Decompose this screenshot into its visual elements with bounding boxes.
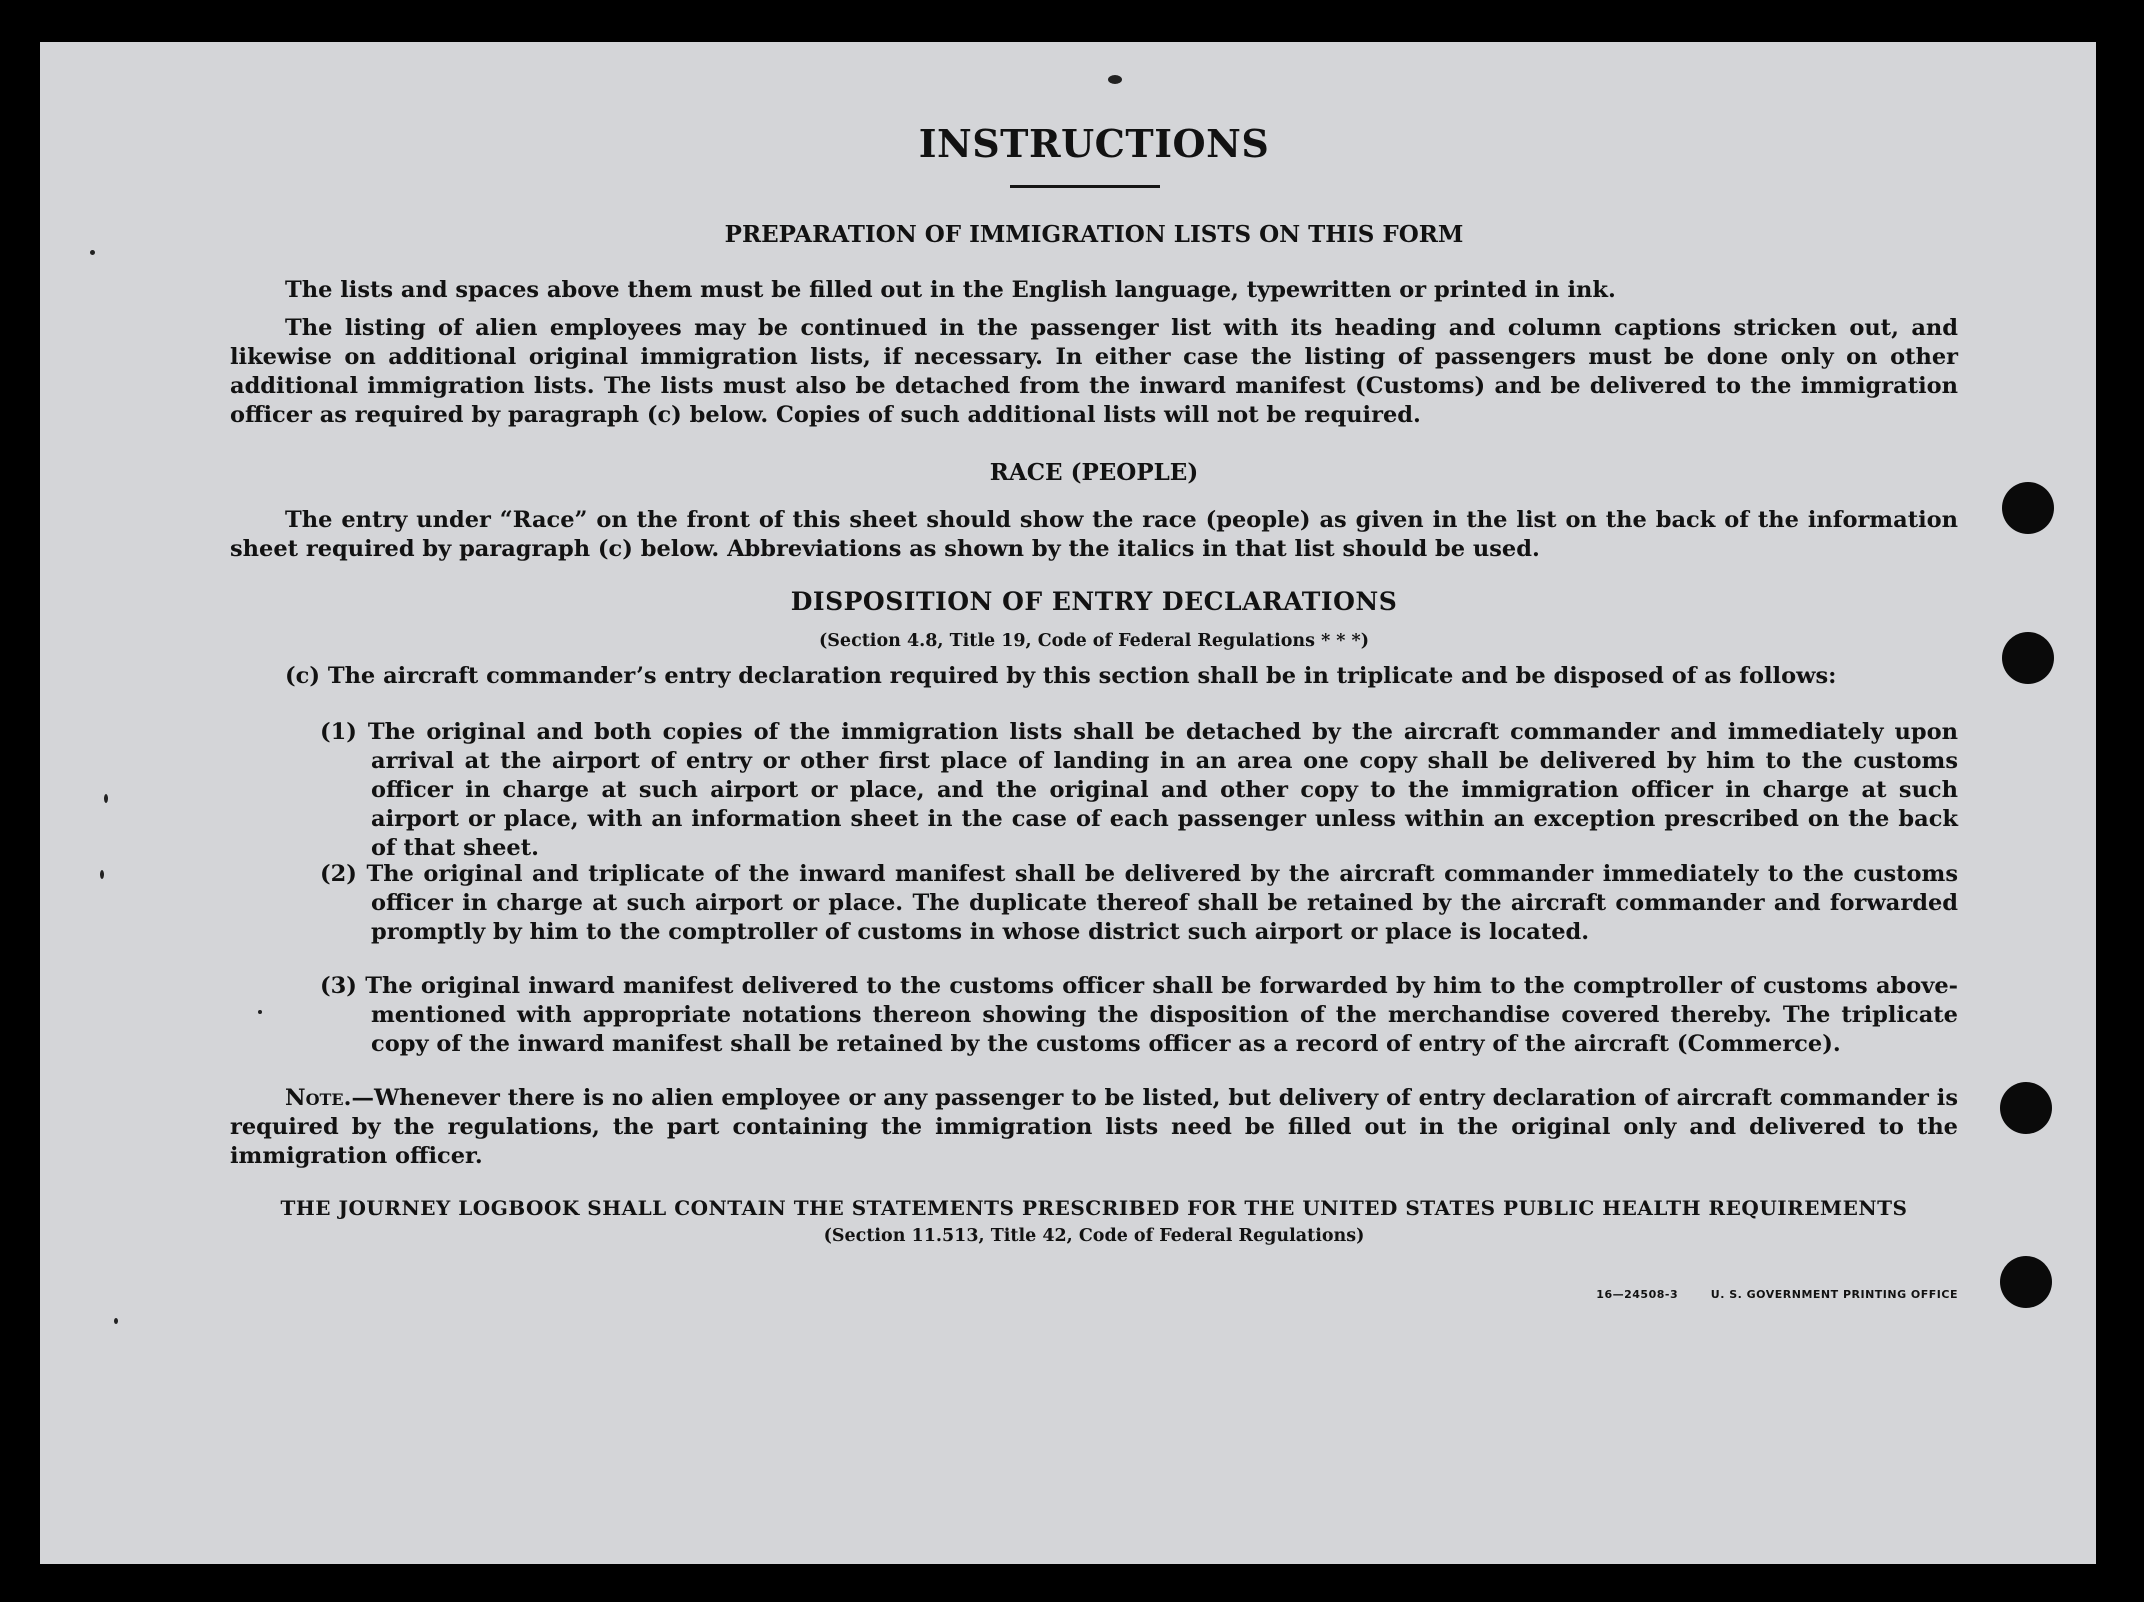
- note-paragraph: [230, 1084, 1958, 1171]
- regulation-citation: (Section 4.8, Title 19, Code of Federal Regulations * * *): [819, 631, 1369, 651]
- ink-speck: [100, 870, 104, 879]
- ink-speck: [1108, 75, 1122, 84]
- page-title: INSTRUCTIONS: [918, 121, 1270, 166]
- note-label: Note.: [285, 1085, 352, 1111]
- paragraph-alien-employees: The listing of alien employees may be continued in the passenger list with its heading and column captions stricken out, and likewise on additional original immigration lists, if necessary. In either case the listing of passengers must be done only on other additional immigration lists. The lists must also be detached from the inward manifest (Customs) and be delivered to the immigration officer as required by paragraph (c) below. Copies of such additional lists will not be required.: [230, 315, 1958, 428]
- punch-hole: [2000, 1256, 2052, 1308]
- title-underline: [1010, 185, 1160, 188]
- printer-name: U. S. GOVERNMENT PRINTING OFFICE: [1710, 1288, 1958, 1301]
- note-text: —Whenever there is no alien employee or any passenger to be listed, but delivery of entry declaration of aircraft commander is required by the regulations, the part containing the immigration lists need be filled out in the original only and delivered to the immigration officer.: [230, 1085, 1958, 1169]
- list-item-2: (2) The original and triplicate of the inward manifest shall be delivered by the aircraft commander immediately to the customs officer in charge at such airport or place. The duplicate thereof shall be retained by the aircraft commander and forwarded promptly by him to the comptroller of customs in whose district such airport or place is located.: [320, 861, 1958, 945]
- ink-speck: [90, 250, 95, 255]
- list-item-3: (3) The original inward manifest delivered to the customs officer shall be forwarded by him to the comptroller of customs above-mentioned with appropriate notations thereon showing the disposition of the merchandise covered thereby. The triplicate copy of the inward manifest shall be retained by the customs officer as a record of entry of the aircraft (Commerce).: [320, 973, 1958, 1057]
- list-item-1: (1) The original and both copies of the immigration lists shall be detached by the aircraft commander and immediately upon arrival at the airport of entry or other first place of landing in an area one copy shall be delivered by him to the customs officer in charge at such airport or place, and the original and other copy to the immigration officer in charge at such airport or place, with an information sheet in the case of each passenger unless within an exception prescribed on the back of that sheet.: [320, 719, 1958, 861]
- ink-speck: [104, 794, 108, 803]
- health-requirements-line: THE JOURNEY LOGBOOK SHALL CONTAIN THE STATEMENTS PRESCRIBED FOR THE UNITED STATES PUBLIC HEALTH REQUIREMENTS: [280, 1196, 1908, 1220]
- paragraph-language: The lists and spaces above them must be filled out in the English language, typewritten or printed in ink.: [285, 277, 1616, 303]
- printer-imprint: [1596, 1280, 1958, 1309]
- printer-code: 16—24508-3: [1596, 1288, 1679, 1301]
- document-sheet: [40, 42, 2096, 1564]
- ink-speck: [114, 1318, 118, 1324]
- punch-hole: [2002, 632, 2054, 684]
- punch-hole: [2002, 482, 2054, 534]
- paragraph-c-intro: (c) The aircraft commander’s entry declaration required by this section shall be in triplicate and be disposed of as follows:: [285, 663, 1837, 689]
- section-heading-disposition: DISPOSITION OF ENTRY DECLARATIONS: [790, 587, 1398, 616]
- health-citation: (Section 11.513, Title 42, Code of Federal Regulations): [823, 1226, 1365, 1246]
- paragraph-race: The entry under “Race” on the front of this sheet should show the race (people) as given in the list on the back of the information sheet required by paragraph (c) below. Abbreviations as shown by the italics in that list should be used.: [230, 507, 1958, 562]
- section-heading-preparation: PREPARATION OF IMMIGRATION LISTS ON THIS FORM: [724, 221, 1464, 248]
- punch-hole: [2000, 1082, 2052, 1134]
- section-heading-race: RACE (PEOPLE): [989, 459, 1199, 486]
